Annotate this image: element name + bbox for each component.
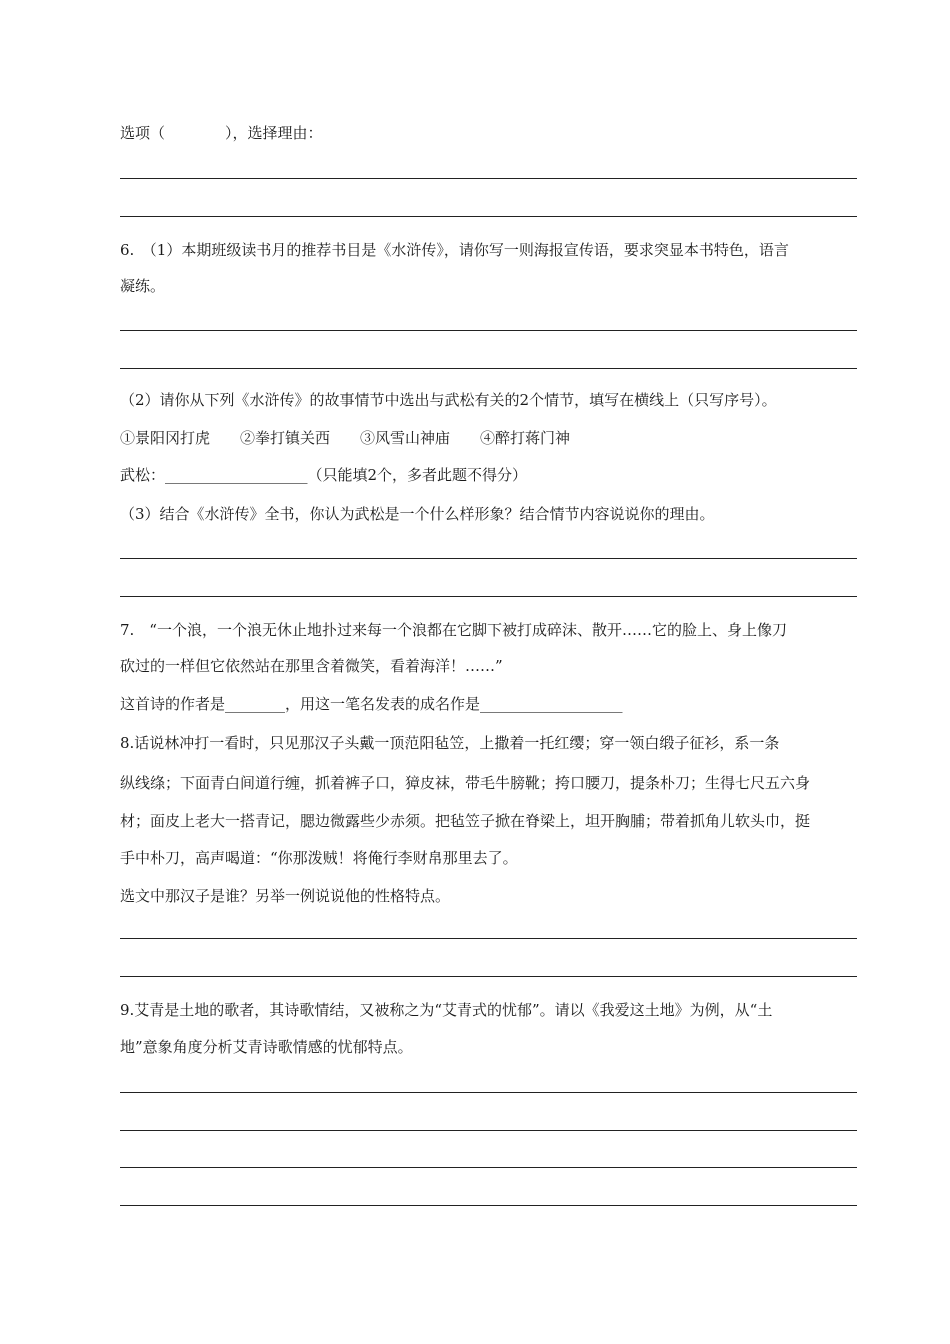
answer-line[interactable] [120, 1167, 857, 1168]
answer-line[interactable] [120, 178, 857, 179]
q8-question: 选文中那汉子是谁？另举一例说说他的性格特点。 [120, 887, 451, 905]
q6-part3: （3）结合《水浒传》全书，你认为武松是一个什么样形象？结合情节内容说说你的理由。 [120, 505, 715, 523]
q6-intro-line2: 凝练。 [120, 277, 166, 295]
answer-line[interactable] [120, 216, 857, 217]
q8-line1: 8.话说林冲打一看时，只见那汉子头戴一顶范阳毡笠，上撒着一托红缨；穿一领白缎子征衫，系一条 [120, 734, 780, 752]
answer-line[interactable] [120, 330, 857, 331]
q6-answer-line: 武松：___________________（只能填2个，多者此题不得分） [120, 466, 528, 484]
q9-line1: 9.艾青是土地的歌者，其诗歌情结，又被称之为“艾青式的忧郁”。请以《我爱这土地》为例，从“土 [120, 1001, 773, 1019]
q6-intro-line1: 6. （1）本期班级读书月的推荐书目是《水浒传》，请你写一则海报宣传语，要求突显本书特色，语言 [120, 241, 789, 259]
answer-line[interactable] [120, 558, 857, 559]
answer-line[interactable] [120, 368, 857, 369]
q7-line1: 7. “一个浪，一个浪无休止地扑过来每一个浪都在它脚下被打成碎沫、散开……它的脸上、身上像刀 [120, 621, 787, 639]
answer-line[interactable] [120, 1092, 857, 1093]
q8-line4: 手中朴刀，高声喝道：“你那泼贼！将俺行李财帛那里去了。 [120, 849, 518, 867]
q7-line2: 砍过的一样但它依然站在那里含着微笑，看着海洋！……” [120, 657, 503, 675]
answer-line[interactable] [120, 1205, 857, 1206]
q8-line2: 纵线绦；下面青白间道行缠，抓着裤子口，獐皮袜，带毛牛膀靴；挎口腰刀，提条朴刀；生得七尺五六身 [120, 774, 811, 792]
q6-options: ①景阳冈打虎 ②拳打镇关西 ③风雪山神庙 ④醉打蒋门神 [120, 429, 571, 447]
answer-line[interactable] [120, 596, 857, 597]
q8-line3: 材；面皮上老大一搭青记，腮边微露些少赤须。把毡笠子掀在脊梁上，坦开胸脯；带着抓角儿软头巾，挺 [120, 812, 811, 830]
q7-line3: 这首诗的作者是________，用这一笔名发表的成名作是___________________ [120, 695, 623, 713]
q9-line2: 地”意象角度分析艾青诗歌情感的忧郁特点。 [120, 1038, 413, 1056]
q6-part2: （2）请你从下列《水浒传》的故事情节中选出与武松有关的2个情节，填写在横线上（只写序号）。 [120, 391, 777, 409]
q5-choice-line: 选项（ ），选择理由： [120, 124, 323, 142]
answer-line[interactable] [120, 976, 857, 977]
answer-line[interactable] [120, 938, 857, 939]
answer-line[interactable] [120, 1130, 857, 1131]
